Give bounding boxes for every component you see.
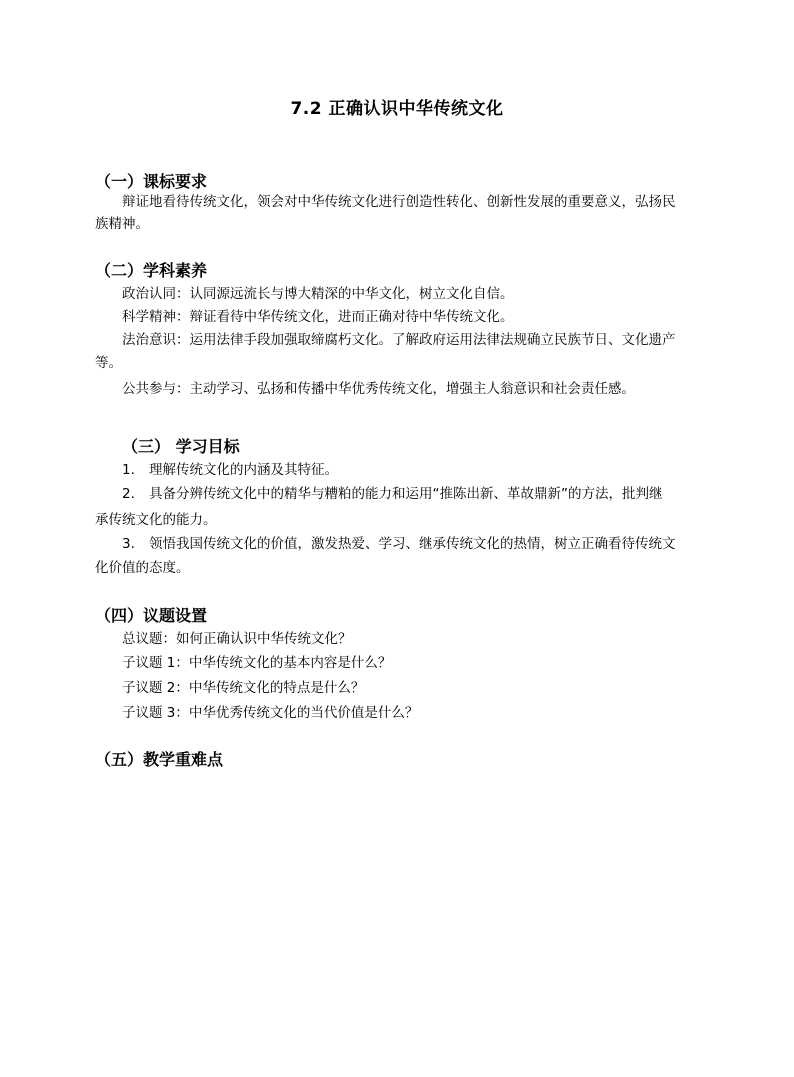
list-item-text: 理解传统文化的内涵及其特征。 — [149, 462, 338, 478]
list-number: 2. — [122, 486, 135, 502]
paragraph-line: 政治认同：认同源远流长与博大精深的中华文化，树立文化自信。 — [122, 286, 514, 302]
paragraph-line: 子议题 3：中华优秀传统文化的当代价值是什么？ — [122, 705, 419, 721]
section-heading-curriculum-standards: （一）课标要求 — [95, 172, 208, 191]
list-number: 3. — [122, 536, 135, 552]
list-number: 1. — [122, 462, 135, 478]
list-item-continuation: 承传统文化的能力。 — [95, 512, 217, 528]
paragraph-line: 等。 — [95, 355, 122, 371]
list-item — [122, 482, 707, 506]
section-heading-key-difficulties: （五）教学重难点 — [95, 750, 224, 769]
paragraph-line: 子议题 1：中华传统文化的基本内容是什么？ — [122, 655, 392, 671]
list-item — [122, 458, 707, 482]
section-heading-subject-literacy: （二）学科素养 — [95, 261, 208, 280]
list-item — [122, 532, 707, 556]
list-item-text: 具备分辨传统文化中的精华与糟粕的能力和运用“推陈出新、革故鼎新”的方法，批判继 — [149, 486, 663, 502]
section-heading-topic-settings: （四）议题设置 — [95, 606, 208, 625]
list-item-text: 领悟我国传统文化的价值，激发热爱、学习、继承传统文化的热情，树立正确看待传统文 — [149, 536, 676, 552]
paragraph-line: 公共参与：主动学习、弘扬和传播中华优秀传统文化，增强主人翁意识和社会责任感。 — [122, 381, 635, 397]
paragraph-line: 子议题 2：中华传统文化的特点是什么？ — [122, 680, 365, 696]
list-item-continuation: 化价值的态度。 — [95, 560, 190, 576]
paragraph-line: 辩证地看待传统文化，领会对中华传统文化进行创造性转化、创新性发展的重要意义，弘扬民 — [122, 194, 676, 210]
paragraph-line: 族精神。 — [95, 216, 149, 232]
paragraph-line: 科学精神：辩证看待中华传统文化，进而正确对待中华传统文化。 — [122, 309, 514, 325]
paragraph-line: 总议题：如何正确认识中华传统文化？ — [122, 631, 352, 647]
paragraph-line: 法治意识：运用法律手段加强取缔腐朽文化。了解政府运用法律法规确立民族节日、文化遗产 — [122, 332, 676, 348]
section-heading-learning-objectives: （三） 学习目标 — [122, 437, 240, 456]
document-title: 7.2 正确认识中华传统文化 — [290, 99, 504, 119]
